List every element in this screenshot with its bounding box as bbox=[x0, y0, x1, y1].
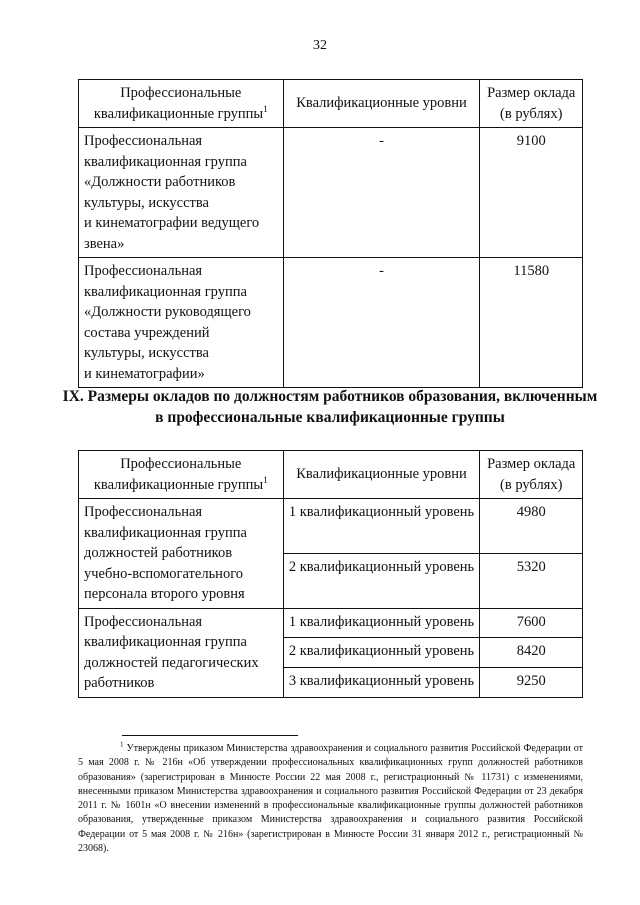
level-cell: 2 квалификационный уровень bbox=[283, 553, 480, 608]
level-cell: 1 квалификационный уровень bbox=[283, 608, 480, 638]
footnote-divider bbox=[122, 735, 298, 736]
table-row bbox=[79, 128, 583, 258]
salary-table-culture bbox=[78, 79, 583, 388]
table-row bbox=[79, 499, 583, 554]
header-salary: Размер оклада (в рублях) bbox=[480, 80, 583, 128]
group-name-cell: Профессиональная квалификационная группа должностей педагогических работников bbox=[79, 608, 284, 697]
level-cell: 2 квалификационный уровень bbox=[283, 638, 480, 668]
table-header-row bbox=[79, 451, 583, 499]
footnote-mark: 1 bbox=[120, 740, 124, 749]
footnote-reference: 1 bbox=[263, 474, 268, 485]
footnote-reference: 1 bbox=[263, 103, 268, 114]
salary-cell: 5320 bbox=[480, 553, 583, 608]
header-professional-groups bbox=[79, 80, 284, 128]
group-name-cell: Профессиональная квалификационная группа «Должности работников культуры, искусства и кинематографии ведущего звена» bbox=[79, 128, 284, 258]
group-name-cell: Профессиональная квалификационная группа должностей работников учебно-вспомогательного персонала второго уровня bbox=[79, 499, 284, 609]
footnote-text: Утверждены приказом Министерства здравоохранения и социального развития Российской Федерации от 5 мая 2008 г. № 216н «Об утверждении профессиональных квалификационных групп должностей работников образования» (зарегистрирован в Минюсте России 22 мая 2008 г., регистрационный № 11731) с изменениями, внесенными приказом Министерства здравоохранения и социального развития Российской Федерации от 23 декабря 2011 г. № 1601н «О внесении изменений в профессиональные квалификационные группы должностей работников образования, утвержденные приказом Министерства здравоохранения и социального развития Российской Федерации от 5 мая 2008 г. № 216н» (зарегистрирован в Минюсте России 31 января 2012 г., регистрационный № 23068). bbox=[78, 743, 583, 855]
table-row bbox=[79, 258, 583, 388]
level-cell: 1 квалификационный уровень bbox=[283, 499, 480, 554]
table-row bbox=[79, 608, 583, 638]
table-header-row bbox=[79, 80, 583, 128]
page-number: 32 bbox=[313, 38, 327, 53]
header-qualification-levels: Квалификационные уровни bbox=[283, 80, 480, 128]
level-cell: - bbox=[283, 128, 480, 258]
header-qualification-levels: Квалификационные уровни bbox=[283, 451, 480, 499]
salary-cell: 7600 bbox=[480, 608, 583, 638]
header-professional-groups bbox=[79, 451, 284, 499]
header-professional-groups-label: Профессиональные квалификационные группы bbox=[93, 85, 264, 122]
salary-cell: 4980 bbox=[480, 499, 583, 554]
salary-cell: 9100 bbox=[480, 128, 583, 258]
salary-cell: 11580 bbox=[480, 258, 583, 388]
salary-cell: 9250 bbox=[480, 667, 583, 697]
section-title: IX. Размеры окладов по должностям работников образования, включенным в профессиональные квалификационные группы bbox=[62, 388, 598, 426]
level-cell: 3 квалификационный уровень bbox=[283, 667, 480, 697]
level-cell: - bbox=[283, 258, 480, 388]
header-professional-groups-label: Профессиональные квалификационные группы bbox=[93, 456, 264, 493]
group-name-cell: Профессиональная квалификационная группа «Должности руководящего состава учреждений культуры, искусства и кинематографии» bbox=[79, 258, 284, 388]
salary-table-education bbox=[78, 450, 583, 698]
header-salary: Размер оклада (в рублях) bbox=[480, 451, 583, 499]
salary-cell: 8420 bbox=[480, 638, 583, 668]
footnote bbox=[78, 742, 583, 856]
